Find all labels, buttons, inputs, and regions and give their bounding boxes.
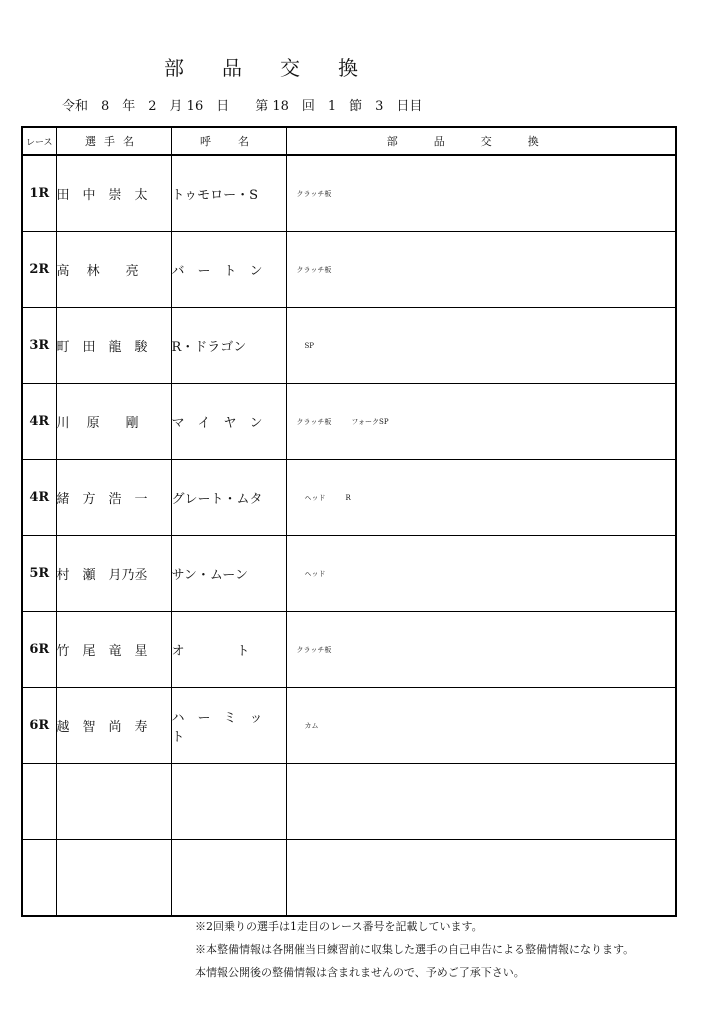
race-cell: 4R: [22, 384, 56, 460]
player-name-cell: 越 智 尚 寿: [56, 688, 171, 764]
header-race: レース: [22, 127, 56, 155]
note-3: 本情報公開後の整備情報は含まれませんので、予めご了承下さい。: [195, 966, 525, 979]
table-header-row: [22, 127, 676, 155]
nickname-cell: マ イ ヤ ン: [171, 384, 286, 460]
part-item: クラッチ板: [296, 645, 332, 654]
player-name-cell: 高 林 亮: [56, 232, 171, 308]
player-name-cell: 竹 尾 竜 星: [56, 612, 171, 688]
table-row: [22, 232, 676, 308]
race-cell: 2R: [22, 232, 56, 308]
table-row: [22, 460, 676, 536]
part-item: ヘッド: [304, 569, 326, 578]
part-item: SP: [304, 341, 315, 350]
race-cell: 1R: [22, 155, 56, 232]
parts-cell: [286, 384, 676, 460]
race-cell: 3R: [22, 308, 56, 384]
parts-cell: [286, 232, 676, 308]
race-cell: 4R: [22, 460, 56, 536]
player-name-cell: 川 原 剛: [56, 384, 171, 460]
header-parts: 部品交換: [286, 127, 676, 155]
parts-cell: [286, 536, 676, 612]
table-row: [22, 688, 676, 764]
table-row: [22, 384, 676, 460]
nickname-cell: オ ト: [171, 612, 286, 688]
table-row: [22, 536, 676, 612]
race-cell: 6R: [22, 688, 56, 764]
note-1: ※2回乗りの選手は1走目のレース番号を記載しています。: [195, 920, 483, 933]
parts-cell: [286, 764, 676, 840]
note-2: ※本整備情報は各開催当日練習前に収集した選手の自己申告による整備情報になります。: [195, 943, 635, 956]
parts-cell: [286, 840, 676, 917]
parts-cell: [286, 688, 676, 764]
nickname-cell: トゥモロー・S: [171, 155, 286, 232]
header-player: 選手名: [56, 127, 171, 155]
player-name-cell: [56, 840, 171, 917]
player-name-cell: 田 中 崇 太: [56, 155, 171, 232]
part-item: クラッチ板: [296, 265, 332, 274]
table-row: [22, 308, 676, 384]
player-name-cell: [56, 764, 171, 840]
table-row: [22, 612, 676, 688]
part-item: フォークSP: [351, 417, 389, 426]
player-name-cell: 村 瀬 月乃丞: [56, 536, 171, 612]
race-cell: [22, 764, 56, 840]
header-nickname: 呼 名: [171, 127, 286, 155]
player-name-cell: 緒 方 浩 一: [56, 460, 171, 536]
parts-cell: [286, 612, 676, 688]
race-cell: [22, 840, 56, 917]
part-item: R: [345, 493, 351, 502]
part-item: カム: [304, 721, 319, 730]
parts-exchange-table: [21, 126, 677, 917]
parts-cell: [286, 308, 676, 384]
nickname-cell: [171, 840, 286, 917]
parts-cell: [286, 460, 676, 536]
table-row: [22, 155, 676, 232]
race-cell: 6R: [22, 612, 56, 688]
table-row: [22, 840, 676, 917]
part-item: クラッチ板: [296, 417, 332, 426]
part-item: ヘッド: [304, 493, 326, 502]
nickname-cell: バ ー ト ン: [171, 232, 286, 308]
player-name-cell: 町 田 龍 駿: [56, 308, 171, 384]
part-item: クラッチ板: [296, 189, 332, 198]
page-title: 部品交換: [164, 56, 396, 80]
nickname-cell: [171, 764, 286, 840]
date-line: 令和 8 年 2 月 16 日 第 18 回 1 節 3 日目: [62, 99, 423, 114]
nickname-cell: サン・ムーン: [171, 536, 286, 612]
table-row: [22, 764, 676, 840]
nickname-cell: グレート・ムタ: [171, 460, 286, 536]
nickname-cell: ハ ー ミ ッ ト: [171, 688, 286, 764]
parts-cell: [286, 155, 676, 232]
race-cell: 5R: [22, 536, 56, 612]
nickname-cell: R・ドラゴン: [171, 308, 286, 384]
